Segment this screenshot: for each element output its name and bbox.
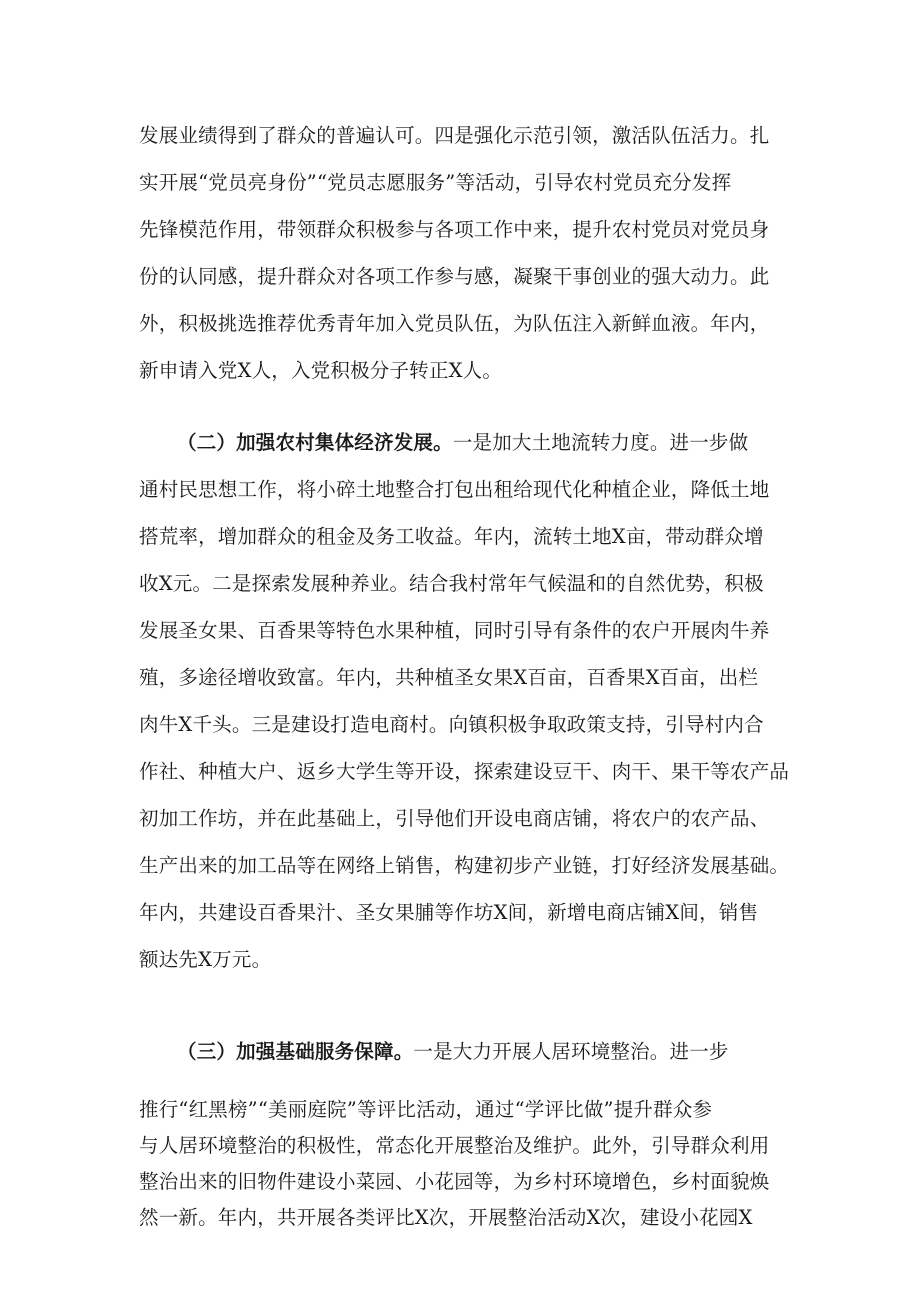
paragraph-1-line-1: 发展业绩得到了群众的普遍认可。四是强化示范引领，激活队伍活力。扎: [139, 124, 770, 147]
paragraph-2-first-line-text: 一是加大土地流转力度。进一步做: [452, 431, 749, 454]
paragraph-3-line-5: 然一新。年内，共开展各类评比X次，开展整治活动X次，建设小花园X: [139, 1206, 753, 1229]
paragraph-3-line-4: 整治出来的旧物件建设小菜园、小花园等，为乡村环境增色，乡村面貌焕: [139, 1170, 770, 1193]
paragraph-2-heading: （二）加强农村集体经济发展。: [177, 431, 453, 454]
paragraph-2-line-12: 额达先X万元。: [139, 948, 272, 971]
paragraph-2-first-line: [177, 427, 748, 455]
paragraph-3-heading: （三）加强基础服务保障。: [177, 1040, 414, 1063]
paragraph-1-line-4: 份的认同感，提升群众对各项工作参与感，凝聚干事创业的强大动力。此: [139, 265, 770, 288]
paragraph-2-line-4: 收X元。二是探索发展种养业。结合我村常年气候温和的自然优势，积极: [139, 572, 764, 595]
paragraph-2-line-9: 初加工作坊，并在此基础上，引导他们开设电商店铺，将农户的农产品、: [139, 807, 770, 830]
paragraph-2-line-3: 搭荒率，增加群众的租金及务工收益。年内，流转土地X亩，带动群众增: [139, 525, 764, 548]
paragraph-2-line-5: 发展圣女果、百香果等特色水果种植，同时引导有条件的农户开展肉牛养: [139, 619, 770, 642]
paragraph-1-line-6: 新申请入党X人，入党积极分子转正X人。: [139, 359, 503, 382]
paragraph-1-line-3: 先锋模范作用，带领群众积极参与各项工作中来，提升农村党员对党员身: [139, 218, 770, 241]
paragraph-2-line-2: 通村民思想工作，将小碎土地整合打包出租给现代化种植企业，降低土地: [139, 478, 770, 501]
paragraph-2-line-6: 殖，多途径增收致富。年内，共种植圣女果X百亩，百香果X百亩，出栏: [139, 666, 759, 689]
paragraph-2-line-10: 生产出来的加工品等在网络上销售，构建初步产业链，打好经济发展基础。: [139, 854, 790, 877]
paragraph-3-line-2: 推行“红黑榜”“美丽庭院”等评比活动，通过“学评比做”提升群众参: [139, 1098, 713, 1121]
paragraph-3-line-3: 与人居环境整治的积极性，常态化开展整治及维护。此外，引导群众利用: [139, 1134, 770, 1157]
paragraph-1-line-5: 外，积极挑选推荐优秀青年加入党员队伍，为队伍注入新鲜血液。年内，: [139, 312, 770, 335]
paragraph-2-line-11: 年内，共建设百香果汁、圣女果脯等作坊X间，新增电商店铺X间，销售: [139, 901, 759, 924]
paragraph-3-first-line: [177, 1036, 729, 1064]
paragraph-2-line-8: 作社、种植大户、返乡大学生等开设，探索建设豆干、肉干、果干等农产品: [139, 760, 790, 783]
paragraph-1-line-2: 实开展“党员亮身份”“党员志愿服务”等活动，引导农村党员充分发挥: [139, 171, 732, 194]
paragraph-2-line-7: 肉牛X千头。三是建设打造电商村。向镇积极争取政策支持，引导村内合: [139, 713, 764, 736]
paragraph-3-first-line-text: 一是大力开展人居环境整治。进一步: [413, 1040, 729, 1063]
